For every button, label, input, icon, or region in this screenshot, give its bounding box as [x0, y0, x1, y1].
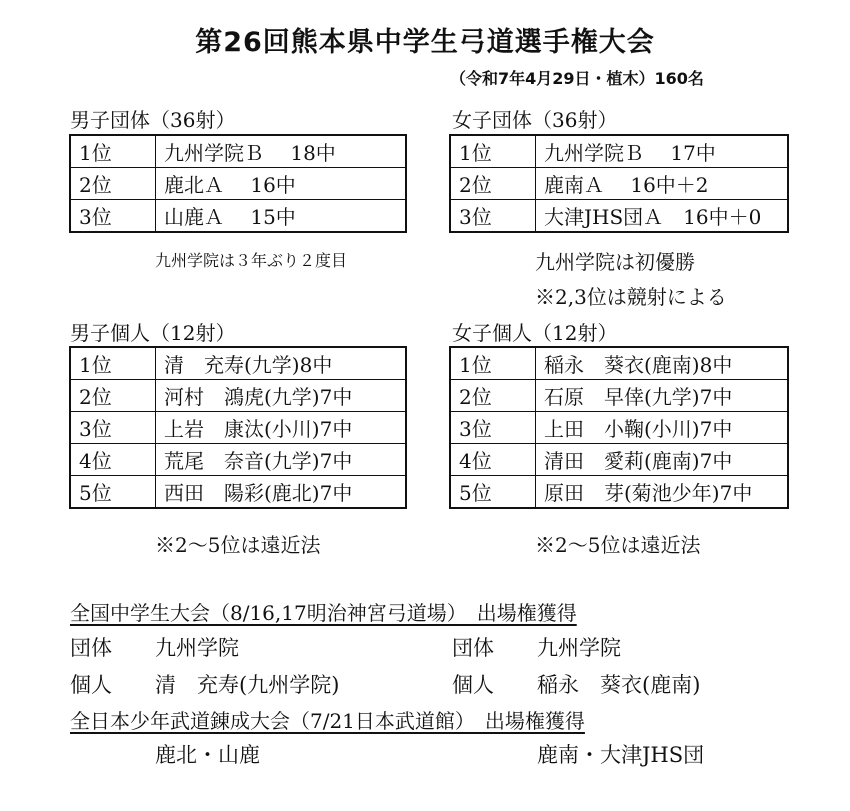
result-cell: 山鹿Ａ 15中: [156, 200, 407, 233]
table-row: [450, 444, 788, 476]
rank-cell: 1位: [450, 347, 536, 380]
boys-individual-note: ※2〜5位は遠近法: [155, 533, 321, 557]
table-row: [70, 444, 406, 476]
national-heading: 全国中学生大会（8/16,17明治神宮弓道場） 出場権獲得: [70, 601, 577, 625]
national-boys-individual-value: 清 充寿(九州学院): [155, 673, 340, 697]
result-cell: 上岩 康汰(小川)7中: [156, 412, 407, 444]
rank-cell: 1位: [450, 135, 536, 168]
rank-cell: 3位: [450, 200, 536, 233]
budo-girls-value: 鹿南・大津JHS団: [537, 743, 705, 767]
boys-team-table: [69, 134, 407, 233]
national-boys-team-value: 九州学院: [155, 636, 239, 660]
girls-individual-note: ※2〜5位は遠近法: [535, 533, 701, 557]
page-title: 第26回熊本県中学生弓道選手権大会: [195, 27, 655, 58]
result-cell: 九州学院Ｂ 18中: [156, 135, 407, 168]
girls-individual-heading: 女子個人（12射）: [452, 321, 618, 345]
girls-team-table: [449, 134, 789, 233]
table-row: [70, 476, 406, 509]
result-cell: 清 充寿(九学)8中: [156, 347, 407, 380]
rank-cell: 1位: [70, 347, 156, 380]
national-girls-team-label: 団体: [452, 636, 494, 660]
rank-cell: 3位: [70, 200, 156, 233]
national-girls-individual-label: 個人: [452, 673, 494, 697]
boys-team-heading: 男子団体（36射）: [70, 108, 236, 132]
rank-cell: 4位: [70, 444, 156, 476]
boys-individual-heading: 男子個人（12射）: [70, 321, 236, 345]
rank-cell: 4位: [450, 444, 536, 476]
table-row: [450, 476, 788, 509]
result-cell: 原田 芽(菊池少年)7中: [536, 476, 789, 509]
result-cell: 鹿南Ａ 16中＋2: [536, 168, 789, 200]
girls-team-heading: 女子団体（36射）: [452, 108, 618, 132]
boys-individual-table: [69, 346, 407, 509]
national-boys-individual-label: 個人: [70, 673, 112, 697]
result-cell: 清田 愛莉(鹿南)7中: [536, 444, 789, 476]
result-cell: 河村 鴻虎(九学)7中: [156, 380, 407, 412]
table-row: [450, 380, 788, 412]
table-row: [450, 168, 788, 200]
rank-cell: 2位: [450, 168, 536, 200]
boys-team-note: 九州学院は３年ぶり２度目: [155, 251, 348, 270]
budo-boys-value: 鹿北・山鹿: [155, 743, 260, 767]
result-cell: 西田 陽彩(鹿北)7中: [156, 476, 407, 509]
result-cell: 稲永 葵衣(鹿南)8中: [536, 347, 789, 380]
national-girls-team-value: 九州学院: [537, 636, 621, 660]
result-cell: 石原 早倖(九学)7中: [536, 380, 789, 412]
rank-cell: 2位: [70, 168, 156, 200]
rank-cell: 3位: [70, 412, 156, 444]
rank-cell: 3位: [450, 412, 536, 444]
event-subtitle: （令和7年4月29日・植木）160名: [450, 69, 704, 88]
girls-team-tiebreak-note: ※2,3位は競射による: [535, 285, 727, 309]
table-row: [450, 412, 788, 444]
rank-cell: 5位: [70, 476, 156, 509]
table-row: [450, 347, 788, 380]
table-row: [450, 135, 788, 168]
rank-cell: 2位: [450, 380, 536, 412]
table-row: [70, 380, 406, 412]
result-cell: 荒尾 奈音(九学)7中: [156, 444, 407, 476]
table-row: [70, 168, 406, 200]
result-cell: 鹿北Ａ 16中: [156, 168, 407, 200]
table-row: [450, 200, 788, 233]
national-boys-team-label: 団体: [70, 636, 112, 660]
rank-cell: 2位: [70, 380, 156, 412]
table-row: [70, 412, 406, 444]
result-cell: 九州学院Ｂ 17中: [536, 135, 789, 168]
girls-team-note: 九州学院は初優勝: [535, 250, 695, 274]
rank-cell: 1位: [70, 135, 156, 168]
table-row: [70, 347, 406, 380]
result-cell: 上田 小鞠(小川)7中: [536, 412, 789, 444]
table-row: [70, 200, 406, 233]
national-girls-individual-value: 稲永 葵衣(鹿南): [537, 673, 701, 697]
rank-cell: 5位: [450, 476, 536, 509]
budo-heading: 全日本少年武道錬成大会（7/21日本武道館） 出場権獲得: [70, 709, 585, 733]
girls-individual-table: [449, 346, 789, 509]
result-cell: 大津JHS団Ａ 16中＋0: [536, 200, 789, 233]
table-row: [70, 135, 406, 168]
